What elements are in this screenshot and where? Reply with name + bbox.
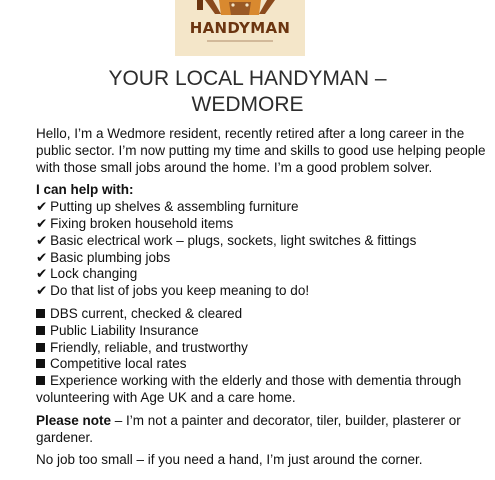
page-title	[20, 66, 475, 118]
list-item	[36, 283, 486, 300]
check-icon: ✔	[36, 249, 48, 265]
intro-paragraph: Hello, I’m a Wedmore resident, recently retired after a long career in the public sector. I’m now putting my time and skills to good use helping people with those small jobs around the home. I’m a good problem solver.	[36, 126, 486, 175]
help-item-text: Do that list of jobs you keep meaning to do!	[50, 283, 310, 299]
credentials-list	[36, 306, 486, 407]
title-line-2: WEDMORE	[191, 93, 304, 116]
flyer-content	[36, 126, 486, 469]
credential-text: Experience working with the elderly and those with dementia through volunteering with Age UK and a care home.	[36, 373, 462, 405]
check-icon: ✔	[36, 266, 48, 282]
list-item	[36, 250, 486, 267]
help-item-text: Fixing broken household items	[50, 215, 234, 231]
check-icon: ✔	[36, 283, 48, 299]
logo-text: HANDYMAN	[189, 19, 291, 37]
square-bullet-icon	[36, 309, 45, 318]
help-item-text: Basic electrical work – plugs, sockets, light switches & fittings	[50, 232, 417, 248]
list-item	[36, 199, 486, 216]
list-item	[36, 373, 486, 407]
check-icon: ✔	[36, 232, 48, 248]
list-item	[36, 340, 486, 357]
note-text: – I’m not a painter and decorator, tiler, builder, plasterer or gardener.	[36, 412, 461, 445]
footer-text: No job too small – if you need a hand, I’m just around the corner.	[36, 452, 423, 468]
list-item	[36, 306, 486, 323]
credential-text: Competitive local rates	[50, 356, 187, 372]
title-line-1: YOUR LOCAL HANDYMAN –	[108, 67, 387, 90]
help-list	[36, 199, 486, 300]
note-label: Please note	[36, 412, 112, 428]
square-bullet-icon	[36, 376, 45, 385]
handyman-logo	[175, 0, 305, 56]
check-icon: ✔	[36, 215, 48, 231]
help-item-text: Basic plumbing jobs	[50, 249, 171, 265]
list-item	[36, 356, 486, 373]
list-item	[36, 233, 486, 250]
check-icon: ✔	[36, 199, 48, 215]
square-bullet-icon	[36, 343, 45, 352]
credential-text: Public Liability Insurance	[50, 322, 199, 338]
credential-text: DBS current, checked & cleared	[50, 305, 243, 321]
list-item	[36, 216, 486, 233]
square-bullet-icon	[36, 359, 45, 368]
credential-text: Friendly, reliable, and trustworthy	[50, 339, 248, 355]
list-item	[36, 323, 486, 340]
help-item-text: Lock changing	[50, 266, 138, 282]
list-item	[36, 266, 486, 283]
note-paragraph	[36, 413, 486, 447]
help-item-text: Putting up shelves & assembling furniture	[50, 199, 299, 215]
square-bullet-icon	[36, 326, 45, 335]
help-heading: I can help with:	[36, 182, 134, 198]
